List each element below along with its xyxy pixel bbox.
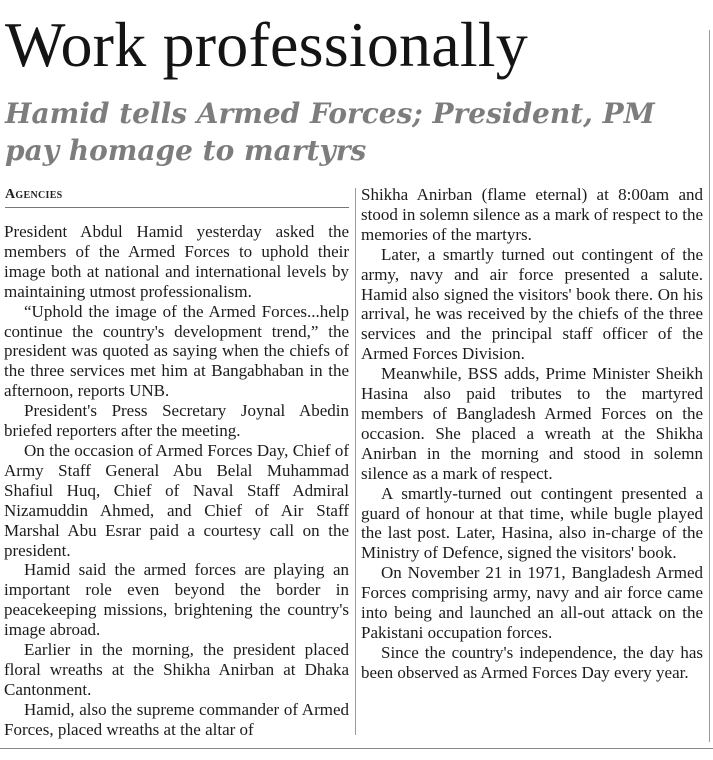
paragraph: Since the country's independence, the day has been observed as Armed Forces Day every year.	[361, 642, 703, 682]
bottom-rule	[0, 748, 713, 749]
paragraph: On the occasion of Armed Forces Day, Chief of Army Staff General Abu Belal Muhammad Shafiul Huq, Chief of Naval Staff Admiral Nizamuddin Ahmed, and Chief of Air Staff Marshal Abu Esrar paid a courtesy call on the president.	[4, 440, 349, 560]
paragraph: Hamid said the armed forces are playing an important role even beyond the border in peacekeeping missions, brightening the country's image abroad.	[4, 560, 349, 640]
byline-rule	[5, 207, 349, 208]
paragraph: Hamid, also the supreme commander of Armed Forces, placed wreaths at the altar of	[4, 699, 349, 739]
column-divider	[355, 188, 356, 735]
paragraph: Shikha Anirban (flame eternal) at 8:00am and stood in solemn silence as a mark of respect to the memories of the martyrs.	[361, 185, 703, 244]
paragraph: President's Press Secretary Joynal Abedin briefed reporters after the meeting.	[4, 401, 349, 441]
paragraph: On November 21 in 1971, Bangladesh Armed Forces comprising army, navy and air force came into being and launched an all-out attack on the Pakistani occupation forces.	[361, 563, 703, 642]
paragraph: Later, a smartly turned out contingent of the army, navy and air force presented a salute. Hamid also signed the visitors' book there. On his arrival, he was received by the chiefs of the three services and the principal staff officer of the Armed Forces Division.	[361, 244, 703, 364]
byline: Agencies	[5, 187, 63, 202]
paragraph: “Uphold the image of the Armed Forces...help continue the country's development trend,” the president was quoted as saying when the chiefs of the three services met him at Bangabhaban in the afternoon, reports UNB.	[4, 301, 349, 401]
article-column-right	[361, 185, 703, 683]
headline: Work professionally	[5, 9, 528, 80]
page-edge-rule	[709, 30, 710, 742]
paragraph: Earlier in the morning, the president placed floral wreaths at the Shikha Anirban at Dhaka Cantonment.	[4, 640, 349, 699]
paragraph: A smartly-turned out contingent presented a guard of honour at that time, while bugle played the last post. Later, Hasina, also in-charge of the Ministry of Defence, signed the visitors' book.	[361, 483, 703, 563]
article-column-left	[4, 222, 349, 740]
subheadline: Hamid tells Armed Forces; President, PM pay homage to martyrs	[5, 97, 655, 167]
paragraph: President Abdul Hamid yesterday asked the members of the Armed Forces to uphold their image both at national and international levels by maintaining utmost professionalism.	[4, 222, 349, 301]
paragraph: Meanwhile, BSS adds, Prime Minister Sheikh Hasina also paid tributes to the martyred members of Bangladesh Armed Forces on the occasion. She placed a wreath at the Shikha Anirban in the morning and stood in solemn silence as a mark of respect.	[361, 364, 703, 483]
